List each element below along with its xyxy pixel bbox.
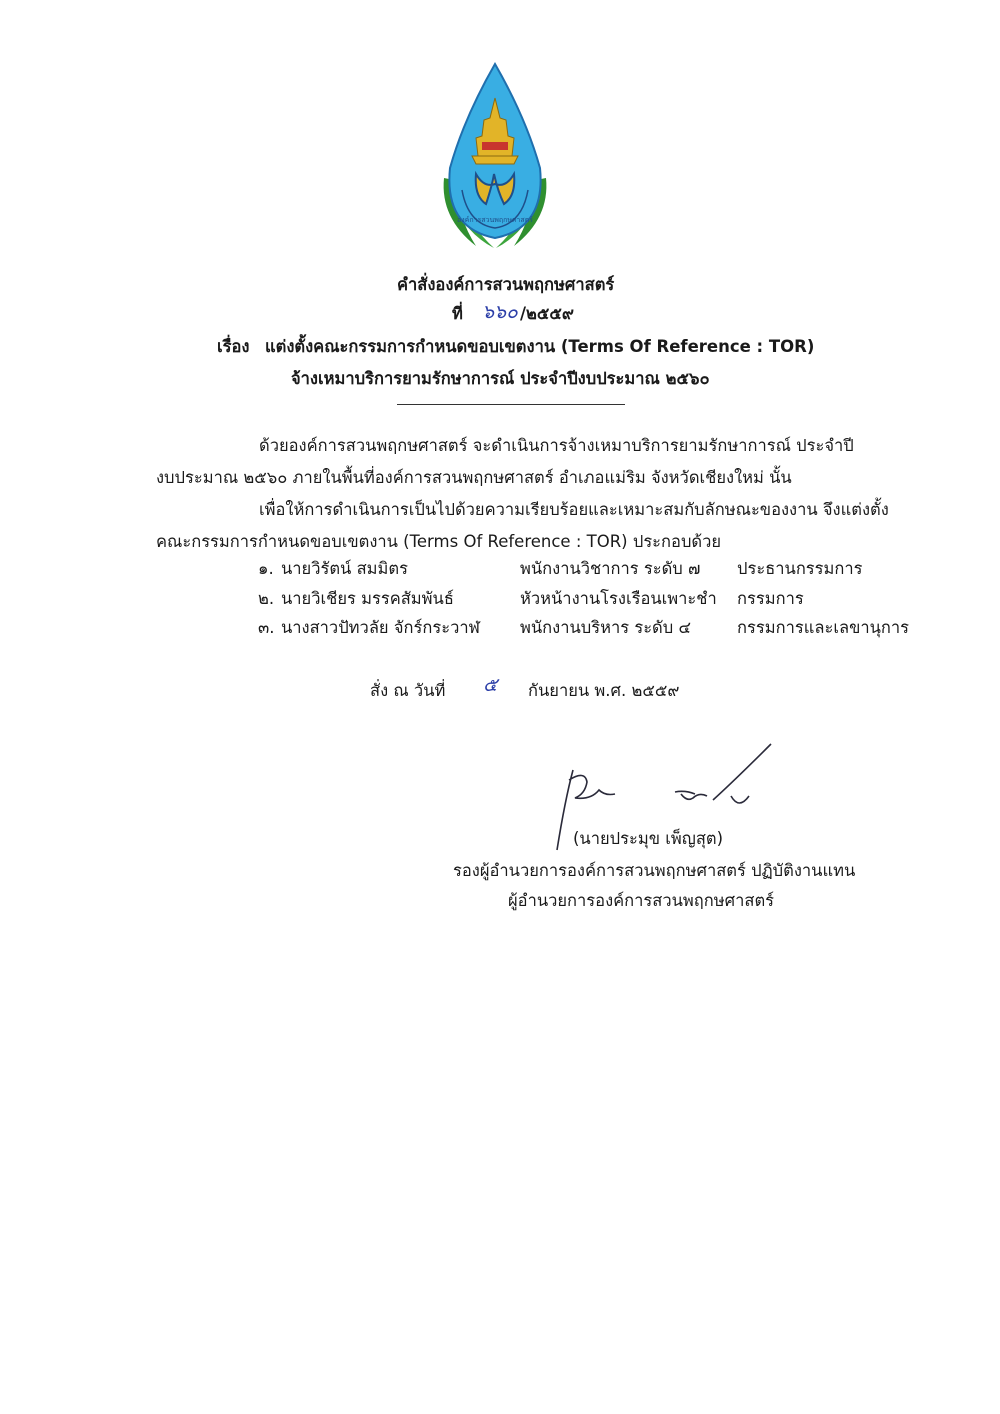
committee-no: ๒. [258,589,275,608]
subject-label: เรื่อง [217,337,250,356]
signatory-name: (นายประมุข เพ็ญสุต) [573,829,724,848]
signatory-title-line-2: ผู้อำนวยการองค์การสวนพฤกษศาสตร์ [508,891,775,910]
paragraph-1-line-1: ด้วยองค์การสวนพฤกษศาสตร์ จะดำเนินการจ้างเหมาบริการยามรักษาการณ์ ประจำปี [259,436,854,455]
paragraph-2-line-2: คณะกรรมการกำหนดขอบเขตงาน (Terms Of Reference : TOR) ประกอบด้วย [156,532,722,551]
header-divider [397,404,625,405]
subject-line-2: จ้างเหมาบริการยามรักษาการณ์ ประจำปีงบประมาณ ๒๕๖๐ [291,369,710,388]
committee-name: นายวิรัตน์ สมมิตร [281,559,408,578]
committee-no: ๓. [258,618,275,637]
order-date-day-handwritten: ๕ [483,674,498,696]
order-title: คำสั่งองค์การสวนพฤกษศาสตร์ [397,275,615,294]
committee-role: กรรมการ [737,589,804,608]
paragraph-2-line-1: เพื่อให้การดำเนินการเป็นไปด้วยความเรียบร้อยและเหมาะสมกับลักษณะของงาน จึงแต่งตั้ง [259,500,889,519]
order-date-prefix: สั่ง ณ วันที่ [370,681,446,700]
organization-logo [436,58,554,254]
order-date-month-year: กันยายน พ.ศ. ๒๕๕๙ [528,681,680,700]
committee-name: นายวิเชียร มรรคสัมพันธ์ [281,589,454,608]
order-number-suffix: /๒๕๕๙ [520,304,574,323]
royal-crown-water-drop-emblem [436,58,554,254]
committee-no: ๑. [258,559,274,578]
signatory-title-line-1: รองผู้อำนวยการองค์การสวนพฤกษศาสตร์ ปฏิบัติงานแทน [453,861,856,880]
logo-text: องค์การสวนพฤกษศาสตร์ [457,216,533,224]
order-number-handwritten: ๖๖๐ [482,301,518,323]
paragraph-1-line-2: งบประมาณ ๒๕๖๐ ภายในพื้นที่องค์การสวนพฤกษศาสตร์ อำเภอแม่ริม จังหวัดเชียงใหม่ นั้น [156,468,792,487]
committee-position: พนักงานบริหาร ระดับ ๔ [520,618,691,637]
committee-position: หัวหน้างานโรงเรือนเพาะชำ [520,589,717,608]
committee-role: ประธานกรรมการ [737,559,863,578]
order-number-label: ที่ [452,304,463,323]
committee-role: กรรมการและเลขานุการ [737,618,910,637]
committee-name: นางสาวปัทวลัย จักร์กระวาฬ [281,618,480,637]
subject-line-1: แต่งตั้งคณะกรรมการกำหนดขอบเขตงาน (Terms Of Reference : TOR) [265,337,815,356]
committee-position: พนักงานวิชาการ ระดับ ๗ [520,559,701,578]
